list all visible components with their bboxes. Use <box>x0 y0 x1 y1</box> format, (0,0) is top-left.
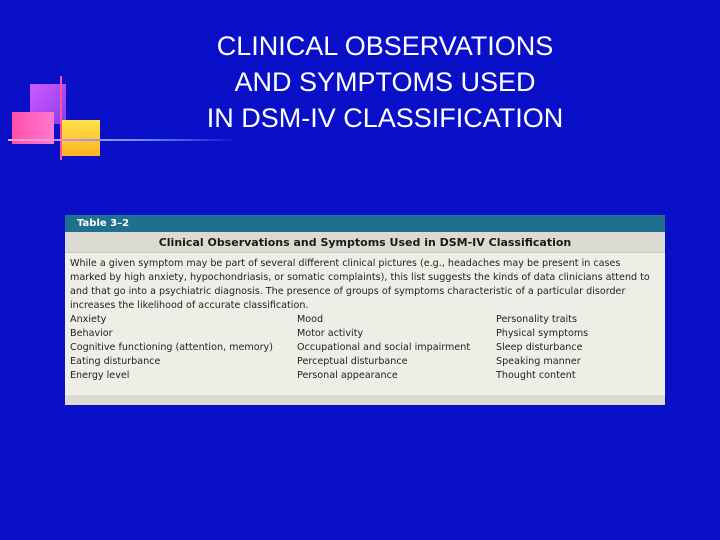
logo-vertical-line <box>60 76 62 160</box>
symptom-item: Occupational and social impairment <box>297 342 471 353</box>
symptom-item: Speaking manner <box>496 356 581 367</box>
table-image <box>65 215 665 405</box>
symptom-item: Cognitive functioning (attention, memory) <box>70 342 273 353</box>
logo-yellow-block <box>60 120 100 156</box>
slide-title <box>150 28 620 136</box>
slide-title-line: IN DSM-IV CLASSIFICATION <box>206 103 564 133</box>
symptom-item: Behavior <box>70 328 113 339</box>
table-title: Clinical Observations and Symptoms Used in DSM-IV Classification <box>65 232 665 253</box>
symptom-grid <box>70 313 665 383</box>
symptom-item: Perceptual disturbance <box>297 356 408 367</box>
symptom-item: Sleep disturbance <box>496 342 583 353</box>
table-intro-text: While a given symptom may be part of several different clinical pictures (e.g., headaches may be present in cases marked by high anxiety, hypochondriasis, or somatic complaints), this list suggests the kinds of data clinicians attend to and that go into a psychiatric diagnosis. The presence of groups of symptoms characteristic of a particular disorder increases the likelihood of accurate classification. <box>70 258 650 311</box>
symptom-item: Anxiety <box>70 314 107 325</box>
table-number-label: Table 3–2 <box>65 215 665 232</box>
symptom-item: Personal appearance <box>297 370 398 381</box>
slide-title-line: AND SYMPTOMS USED <box>234 67 536 97</box>
symptom-item: Eating disturbance <box>70 356 161 367</box>
symptom-item: Motor activity <box>297 328 364 339</box>
symptom-item: Energy level <box>70 370 130 381</box>
symptom-item: Thought content <box>496 370 576 381</box>
logo-horizontal-line <box>8 139 238 141</box>
table-bottom-strip <box>65 395 665 405</box>
symptom-item: Personality traits <box>496 314 577 325</box>
symptom-item: Physical symptoms <box>496 328 589 339</box>
symptom-item: Mood <box>297 314 324 325</box>
slide-title-line: CLINICAL OBSERVATIONS <box>216 31 554 61</box>
